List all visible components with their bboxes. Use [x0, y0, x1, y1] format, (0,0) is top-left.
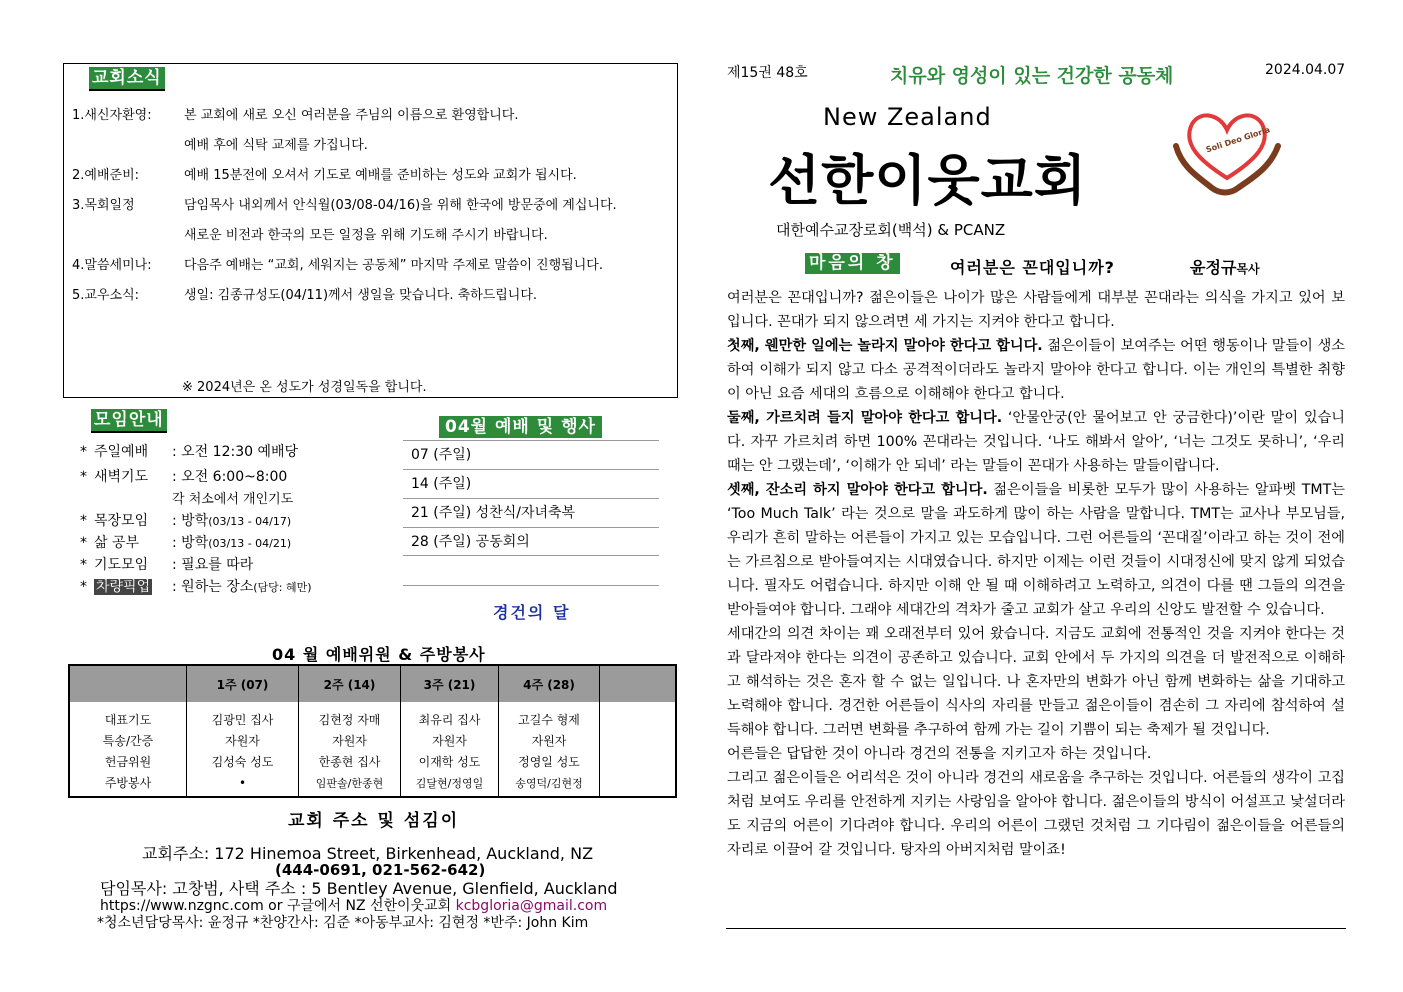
news-item-5: 5.교우소식:: [72, 288, 140, 303]
news-item-1: 1.새신자환영:: [72, 108, 152, 123]
church-news-title: 교회소식: [89, 67, 165, 91]
duty-header-week3: 3주 (21): [401, 665, 499, 702]
duty-header-blank: [69, 665, 187, 702]
duty-header-week2: 2주 (14): [299, 665, 401, 702]
heart-hands-icon: [1170, 106, 1285, 201]
column-body: [727, 286, 1345, 862]
meeting-row-pickup: * 차량픽업 : 원하는 장소(담당: 혜만): [80, 579, 312, 595]
duty-week4: 고길수 형제 자원자 정영일 성도 송영덕/김현정: [499, 702, 600, 797]
news-item-1-line-2: 예배 후에 식탁 교제를 가집니다.: [184, 138, 368, 153]
event-row: 21 (주일) 성찬식/자녀축복: [403, 498, 659, 527]
church-phone: (444-0691, 021-562-642): [275, 861, 486, 879]
column-paragraph: 세대간의 의견 차이는 꽤 오래전부터 있어 왔습니다. 지금도 교회에 전통적인 것을 지켜야 한다는 것과 달라져야 한다는 의견이 공존하고 있습니다. 교회 안에서 두 가지의 의견을 더 발전적으로 이해하고 해석하는 것은 혼자 할 수 없는 일입니다. 나 혼자만의 변화가 아닌 함께 변화하는 삶을 기대하고 노력해야 합니다. 경건한 어른들이 식사의 자리를 만들고 젊은이들이 겸손히 그 자리에 참석하여 설득해야 합니다. 그러면 변화를 추구하여 함께 가는 길이 기쁨이 되는 축제가 될 것입니다.: [727, 626, 1345, 738]
column-paragraph: 여러분은 꼰대입니까? 젊은이들은 나이가 많은 사람들에게 대부분 꼰대라는 의식을 가지고 있어 보입니다. 꼰대가 되지 않으려면 세 가지는 지켜야 한다고 합니다.: [727, 290, 1345, 330]
april-events-title: 04월 예배 및 행사: [439, 416, 602, 438]
duty-table: [68, 664, 677, 798]
denomination: 대한예수교장로회(백석) & PCANZ: [776, 221, 1006, 239]
meeting-row-study: * 삶 공부 : 방학(03/13 - 04/21): [80, 535, 292, 551]
logo-text: Soli Deo Gloria: [1204, 125, 1272, 155]
news-item-2: 2.예배준비:: [72, 168, 140, 183]
website-link[interactable]: https://www.nzgnc.com or 구글에서 NZ 선한이웃교회: [100, 898, 456, 914]
bottom-divider: [726, 928, 1346, 929]
slogan: 치유와 영성이 있는 건강한 공동체: [890, 65, 1174, 87]
bulletin-date: 2024.04.07: [1265, 62, 1346, 78]
email-link[interactable]: kcbgloria@gmail.com: [455, 898, 608, 914]
event-row: 28 (주일) 공동회의: [403, 527, 659, 556]
meeting-row-cell: * 목장모임 : 방학(03/13 - 04/17): [80, 513, 292, 529]
duty-table-title: 04 월 예배위원 & 주방봉사: [272, 645, 486, 664]
column-author: 윤정규목사: [1190, 258, 1260, 277]
meeting-guide-title: 모임안내: [91, 409, 167, 433]
duty-header-extra: [600, 665, 677, 702]
address-title: 교회 주소 및 섬김이: [288, 811, 460, 831]
church-name: 선한이웃교회: [768, 148, 1087, 212]
duty-header-week4: 4주 (28): [499, 665, 600, 702]
news-item-4-line-1: 다음주 예배는 “교회, 세워지는 공동체” 마지막 주제로 말씀이 진행됩니다.: [184, 258, 603, 273]
bible-reading-note: ※ 2024년은 온 성도가 성경일독을 합니다.: [182, 380, 427, 395]
event-row: 07 (주일): [403, 440, 659, 469]
april-events-list: [403, 440, 659, 586]
meeting-row-dawn-sub: 각 처소에서 개인기도: [172, 492, 294, 507]
column-paragraph: 둘째, 가르치려 들지 말아야 한다고 합니다. ‘안물안궁(안 물어보고 안 궁금한다)’이란 말이 있습니다. 자꾸 가르치려 하면 100% 꼰대라는 것입니다. ‘나도 해봐서 알아’, ‘너는 그것도 못하니’, ‘우리 때는 안 그랬는데’, ‘이해가 안 되네’ 라는 말들이 꼰대가 사용하는 말들이랍니다.: [727, 410, 1345, 474]
news-item-3-line-1: 담임목사 내외께서 안식월(03/08-04/16)을 위해 한국에 방문중에 계십니다.: [184, 198, 617, 213]
column-paragraph: 어른들은 답답한 것이 아니라 경건의 전통을 지키고자 하는 것입니다.: [727, 746, 1152, 762]
meeting-row-dawn: * 새벽기도 : 오전 6:00~8:00: [80, 469, 288, 485]
duty-extra: [600, 702, 677, 797]
duty-week3: 최유리 집사 자원자 이재학 성도 김달현/정영일: [401, 702, 499, 797]
column-tag: 마음의 창: [805, 253, 900, 274]
duty-week1: 김광민 집사 자원자 김성숙 성도 •: [187, 702, 299, 797]
new-zealand-label: New Zealand: [823, 103, 992, 131]
duty-roles: 대표기도 특송/간증 헌금위원 주방봉사: [102, 713, 154, 790]
month-theme: 경건의 달: [493, 603, 571, 622]
news-item-3: 3.목회일정: [72, 198, 135, 213]
pastor-address: 담임목사: 고창범, 사택 주소 : 5 Bentley Avenue, Glenfield, Auckland: [100, 879, 618, 898]
column-paragraph: 셋째, 잔소리 하지 말아야 한다고 합니다. 젊은이들을 비롯한 모두가 많이 사용하는 알파벳 TMT는 ‘Too Much Talk’ 라는 것으로 말을 과도하게 많이 하는 사람을 말합니다. TMT는 교사나 부모님들, 우리가 흔히 말하는 어른들이 가지고 있는 모습입니다. 그런 어른들의 ‘꼰대질’이라고 하는 것이 전에는 가르침으로 받아들여지는 시대였습니다. 하지만 이제는 이런 것들이 시대정신에 맞지 않게 되었습니다. 필자도 어렵습니다. 하지만 이해 안 될 때 이해하려고 노력하고, 의견이 다를 땐 그들의 의견을 받아들여야 합니다. 그래야 세대간의 격차가 줄고 교회가 살고 우리의 신앙도 발전할 수 있습니다.: [727, 482, 1346, 618]
news-item-4: 4.말씀세미나:: [72, 258, 152, 273]
column-paragraph: 첫째, 웬만한 일에는 놀라지 말아야 한다고 합니다. 젊은이들이 보여주는 어떤 행동이나 말들이 생소하여 이해가 되지 않고 다소 공격적이더라도 놀라지 말아야 한다고 합니다. 이는 개인의 특별한 취향이 아닌 요즘 세대의 흐름으로 이해해야 한다고 합니다.: [727, 338, 1345, 402]
duty-header-week1: 1주 (07): [187, 665, 299, 702]
column-paragraph: 그리고 젊은이들은 어리석은 것이 아니라 경건의 새로움을 추구하는 것입니다. 어른들의 생각이 고집처럼 보여도 우리를 안전하게 지키는 사랑임을 알아야 합니다. 젊은이들의 방식이 어설프고 낯설더라도 지금의 어른이 기다려야 합니다. 우리의 어른이 그랬던 것처럼 그 기다림이 젊은이들을 어른들의 자리로 이끌어 갈 것입니다. 탕자의 아버지처럼 말이죠!: [727, 770, 1345, 858]
news-item-2-line-1: 예배 15분전에 오셔서 기도로 예배를 준비하는 성도와 교회가 됩시다.: [184, 168, 577, 183]
event-row-empty: [403, 556, 659, 586]
news-item-5-line-1: 생일: 김종규성도(04/11)께서 생일을 맞습니다. 축하드립니다.: [184, 288, 538, 303]
meeting-row-prayer: * 기도모임 : 필요를 따라: [80, 557, 254, 573]
staff-line: *청소년담당목사: 윤정규 *찬양간사: 김준 *아동부교사: 김현정 *반주: John Kim: [97, 915, 589, 931]
column-title: 여러분은 꼰대입니까?: [950, 258, 1115, 277]
church-address: 교회주소: 172 Hinemoa Street, Birkenhead, Auckland, NZ: [142, 844, 594, 863]
meeting-row-sunday: * 주일예배 : 오전 12:30 예배당: [80, 444, 299, 460]
duty-week2: 김현정 자매 자원자 한종현 집사 임판솔/한종현: [299, 702, 401, 797]
news-item-1-line-1: 본 교회에 새로 오신 여러분을 주님의 이름으로 환영합니다.: [184, 108, 519, 123]
church-logo: [1170, 106, 1285, 201]
issue-number: 제15권 48호: [727, 65, 808, 81]
news-item-3-line-2: 새로운 비전과 한국의 모든 일정을 위해 기도해 주시기 바랍니다.: [184, 228, 548, 243]
event-row: 14 (주일): [403, 469, 659, 498]
